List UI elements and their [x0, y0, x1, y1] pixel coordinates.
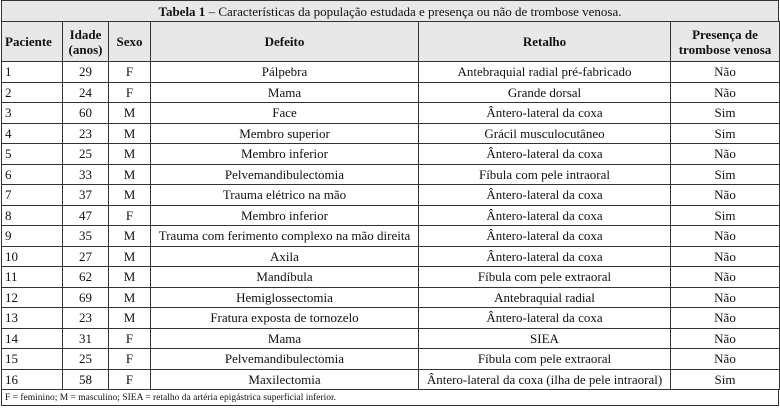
cell-sexo: F — [109, 369, 151, 390]
cell-sexo: M — [109, 226, 151, 247]
cell-defeito: Maxilectomia — [151, 369, 419, 390]
cell-paciente: 13 — [2, 308, 63, 329]
cell-idade: 31 — [63, 328, 109, 349]
cell-idade: 35 — [63, 226, 109, 247]
table-row — [2, 103, 780, 124]
cell-retalho: Ântero-lateral da coxa — [419, 103, 671, 124]
cell-trombose: Não — [671, 82, 780, 103]
cell-paciente: 8 — [2, 205, 63, 226]
cell-trombose: Não — [671, 62, 780, 83]
table-container — [1, 0, 779, 406]
cell-defeito: Trauma elétrico na mão — [151, 185, 419, 206]
cell-defeito: Membro inferior — [151, 205, 419, 226]
cell-sexo: M — [109, 246, 151, 267]
table-header — [2, 22, 780, 62]
cell-sexo: F — [109, 62, 151, 83]
header-trombose-line2: trombose venosa — [678, 41, 772, 57]
cell-trombose: Não — [671, 246, 780, 267]
cell-trombose: Sim — [671, 164, 780, 185]
cell-paciente: 12 — [2, 287, 63, 308]
cell-trombose: Não — [671, 287, 780, 308]
table-row — [2, 62, 780, 83]
header-idade-line2: (anos) — [68, 41, 103, 57]
cell-retalho: Fíbula com pele extraoral — [419, 349, 671, 370]
table-row — [2, 328, 780, 349]
cell-sexo: F — [109, 205, 151, 226]
header-idade-line1: Idade — [69, 26, 102, 42]
cell-idade: 58 — [63, 369, 109, 390]
cell-paciente: 1 — [2, 62, 63, 83]
cell-retalho: Grácil musculocutâneo — [419, 123, 671, 144]
table-caption-label: Tabela 1 — [158, 4, 206, 19]
cell-paciente: 11 — [2, 267, 63, 288]
cell-trombose: Não — [671, 144, 780, 165]
cell-defeito: Pelvemandibulectomia — [151, 164, 419, 185]
cell-retalho: Ântero-lateral da coxa — [419, 144, 671, 165]
cell-sexo: M — [109, 308, 151, 329]
cell-trombose: Sim — [671, 103, 780, 124]
table-row — [2, 349, 780, 370]
cell-defeito: Membro superior — [151, 123, 419, 144]
cell-defeito: Mama — [151, 82, 419, 103]
cell-defeito: Mama — [151, 328, 419, 349]
data-table — [1, 21, 780, 390]
table-row — [2, 287, 780, 308]
table-row — [2, 369, 780, 390]
cell-trombose: Não — [671, 185, 780, 206]
cell-idade: 23 — [63, 123, 109, 144]
cell-retalho: Ântero-lateral da coxa — [419, 308, 671, 329]
cell-defeito: Hemiglossectomia — [151, 287, 419, 308]
header-defeito: Defeito — [151, 22, 419, 62]
cell-idade: 60 — [63, 103, 109, 124]
cell-retalho: Ântero-lateral da coxa — [419, 246, 671, 267]
header-trombose — [671, 22, 780, 62]
cell-trombose: Não — [671, 328, 780, 349]
cell-defeito: Membro inferior — [151, 144, 419, 165]
cell-trombose: Não — [671, 349, 780, 370]
cell-sexo: M — [109, 144, 151, 165]
cell-idade: 62 — [63, 267, 109, 288]
cell-idade: 29 — [63, 62, 109, 83]
table-row — [2, 246, 780, 267]
table-body — [2, 62, 780, 390]
table-row — [2, 123, 780, 144]
cell-paciente: 7 — [2, 185, 63, 206]
cell-idade: 33 — [63, 164, 109, 185]
header-paciente: Paciente — [2, 22, 63, 62]
cell-retalho: Grande dorsal — [419, 82, 671, 103]
cell-sexo: F — [109, 328, 151, 349]
cell-sexo: M — [109, 185, 151, 206]
cell-trombose: Não — [671, 308, 780, 329]
cell-paciente: 15 — [2, 349, 63, 370]
table-row — [2, 144, 780, 165]
cell-trombose: Não — [671, 267, 780, 288]
cell-sexo: M — [109, 267, 151, 288]
cell-paciente: 2 — [2, 82, 63, 103]
cell-idade: 69 — [63, 287, 109, 308]
header-trombose-line1: Presença de — [692, 26, 758, 42]
table-caption — [1, 0, 779, 21]
table-row — [2, 185, 780, 206]
table-row — [2, 164, 780, 185]
cell-defeito: Pálpebra — [151, 62, 419, 83]
table-row — [2, 267, 780, 288]
cell-trombose: Sim — [671, 123, 780, 144]
cell-defeito: Pelvemandibulectomia — [151, 349, 419, 370]
cell-retalho: Antebraquial radial — [419, 287, 671, 308]
table-row — [2, 205, 780, 226]
header-idade — [63, 22, 109, 62]
header-row — [2, 22, 780, 62]
cell-sexo: F — [109, 349, 151, 370]
cell-sexo: F — [109, 82, 151, 103]
cell-retalho: Ântero-lateral da coxa (ilha de pele intraoral) — [419, 369, 671, 390]
cell-idade: 23 — [63, 308, 109, 329]
cell-retalho: Antebraquial radial pré-fabricado — [419, 62, 671, 83]
cell-idade: 24 — [63, 82, 109, 103]
header-retalho: Retalho — [419, 22, 671, 62]
cell-retalho: Ântero-lateral da coxa — [419, 185, 671, 206]
cell-paciente: 3 — [2, 103, 63, 124]
cell-retalho: Ântero-lateral da coxa — [419, 226, 671, 247]
cell-retalho: Fíbula com pele intraoral — [419, 164, 671, 185]
cell-defeito: Fratura exposta de tornozelo — [151, 308, 419, 329]
cell-defeito: Mandíbula — [151, 267, 419, 288]
table-footnote: F = feminino; M = masculino; SIEA = retalho da artéria epigástrica superficial inferior. — [1, 390, 779, 406]
cell-idade: 25 — [63, 144, 109, 165]
cell-paciente: 16 — [2, 369, 63, 390]
cell-defeito: Face — [151, 103, 419, 124]
table-row — [2, 226, 780, 247]
header-sexo: Sexo — [109, 22, 151, 62]
cell-retalho: SIEA — [419, 328, 671, 349]
cell-trombose: Sim — [671, 369, 780, 390]
cell-paciente: 9 — [2, 226, 63, 247]
cell-idade: 27 — [63, 246, 109, 267]
table-row — [2, 308, 780, 329]
cell-sexo: M — [109, 103, 151, 124]
cell-paciente: 10 — [2, 246, 63, 267]
cell-defeito: Trauma com ferimento complexo na mão direita — [151, 226, 419, 247]
cell-retalho: Fíbula com pele extraoral — [419, 267, 671, 288]
cell-idade: 47 — [63, 205, 109, 226]
table-caption-text: – Características da população estudada e presença ou não de trombose venosa. — [205, 4, 622, 19]
cell-paciente: 4 — [2, 123, 63, 144]
cell-sexo: M — [109, 123, 151, 144]
cell-sexo: M — [109, 164, 151, 185]
cell-paciente: 6 — [2, 164, 63, 185]
cell-retalho: Ântero-lateral da coxa — [419, 205, 671, 226]
cell-defeito: Axila — [151, 246, 419, 267]
cell-trombose: Não — [671, 226, 780, 247]
cell-paciente: 14 — [2, 328, 63, 349]
cell-idade: 25 — [63, 349, 109, 370]
cell-sexo: M — [109, 287, 151, 308]
cell-paciente: 5 — [2, 144, 63, 165]
table-row — [2, 82, 780, 103]
cell-trombose: Sim — [671, 205, 780, 226]
cell-idade: 37 — [63, 185, 109, 206]
